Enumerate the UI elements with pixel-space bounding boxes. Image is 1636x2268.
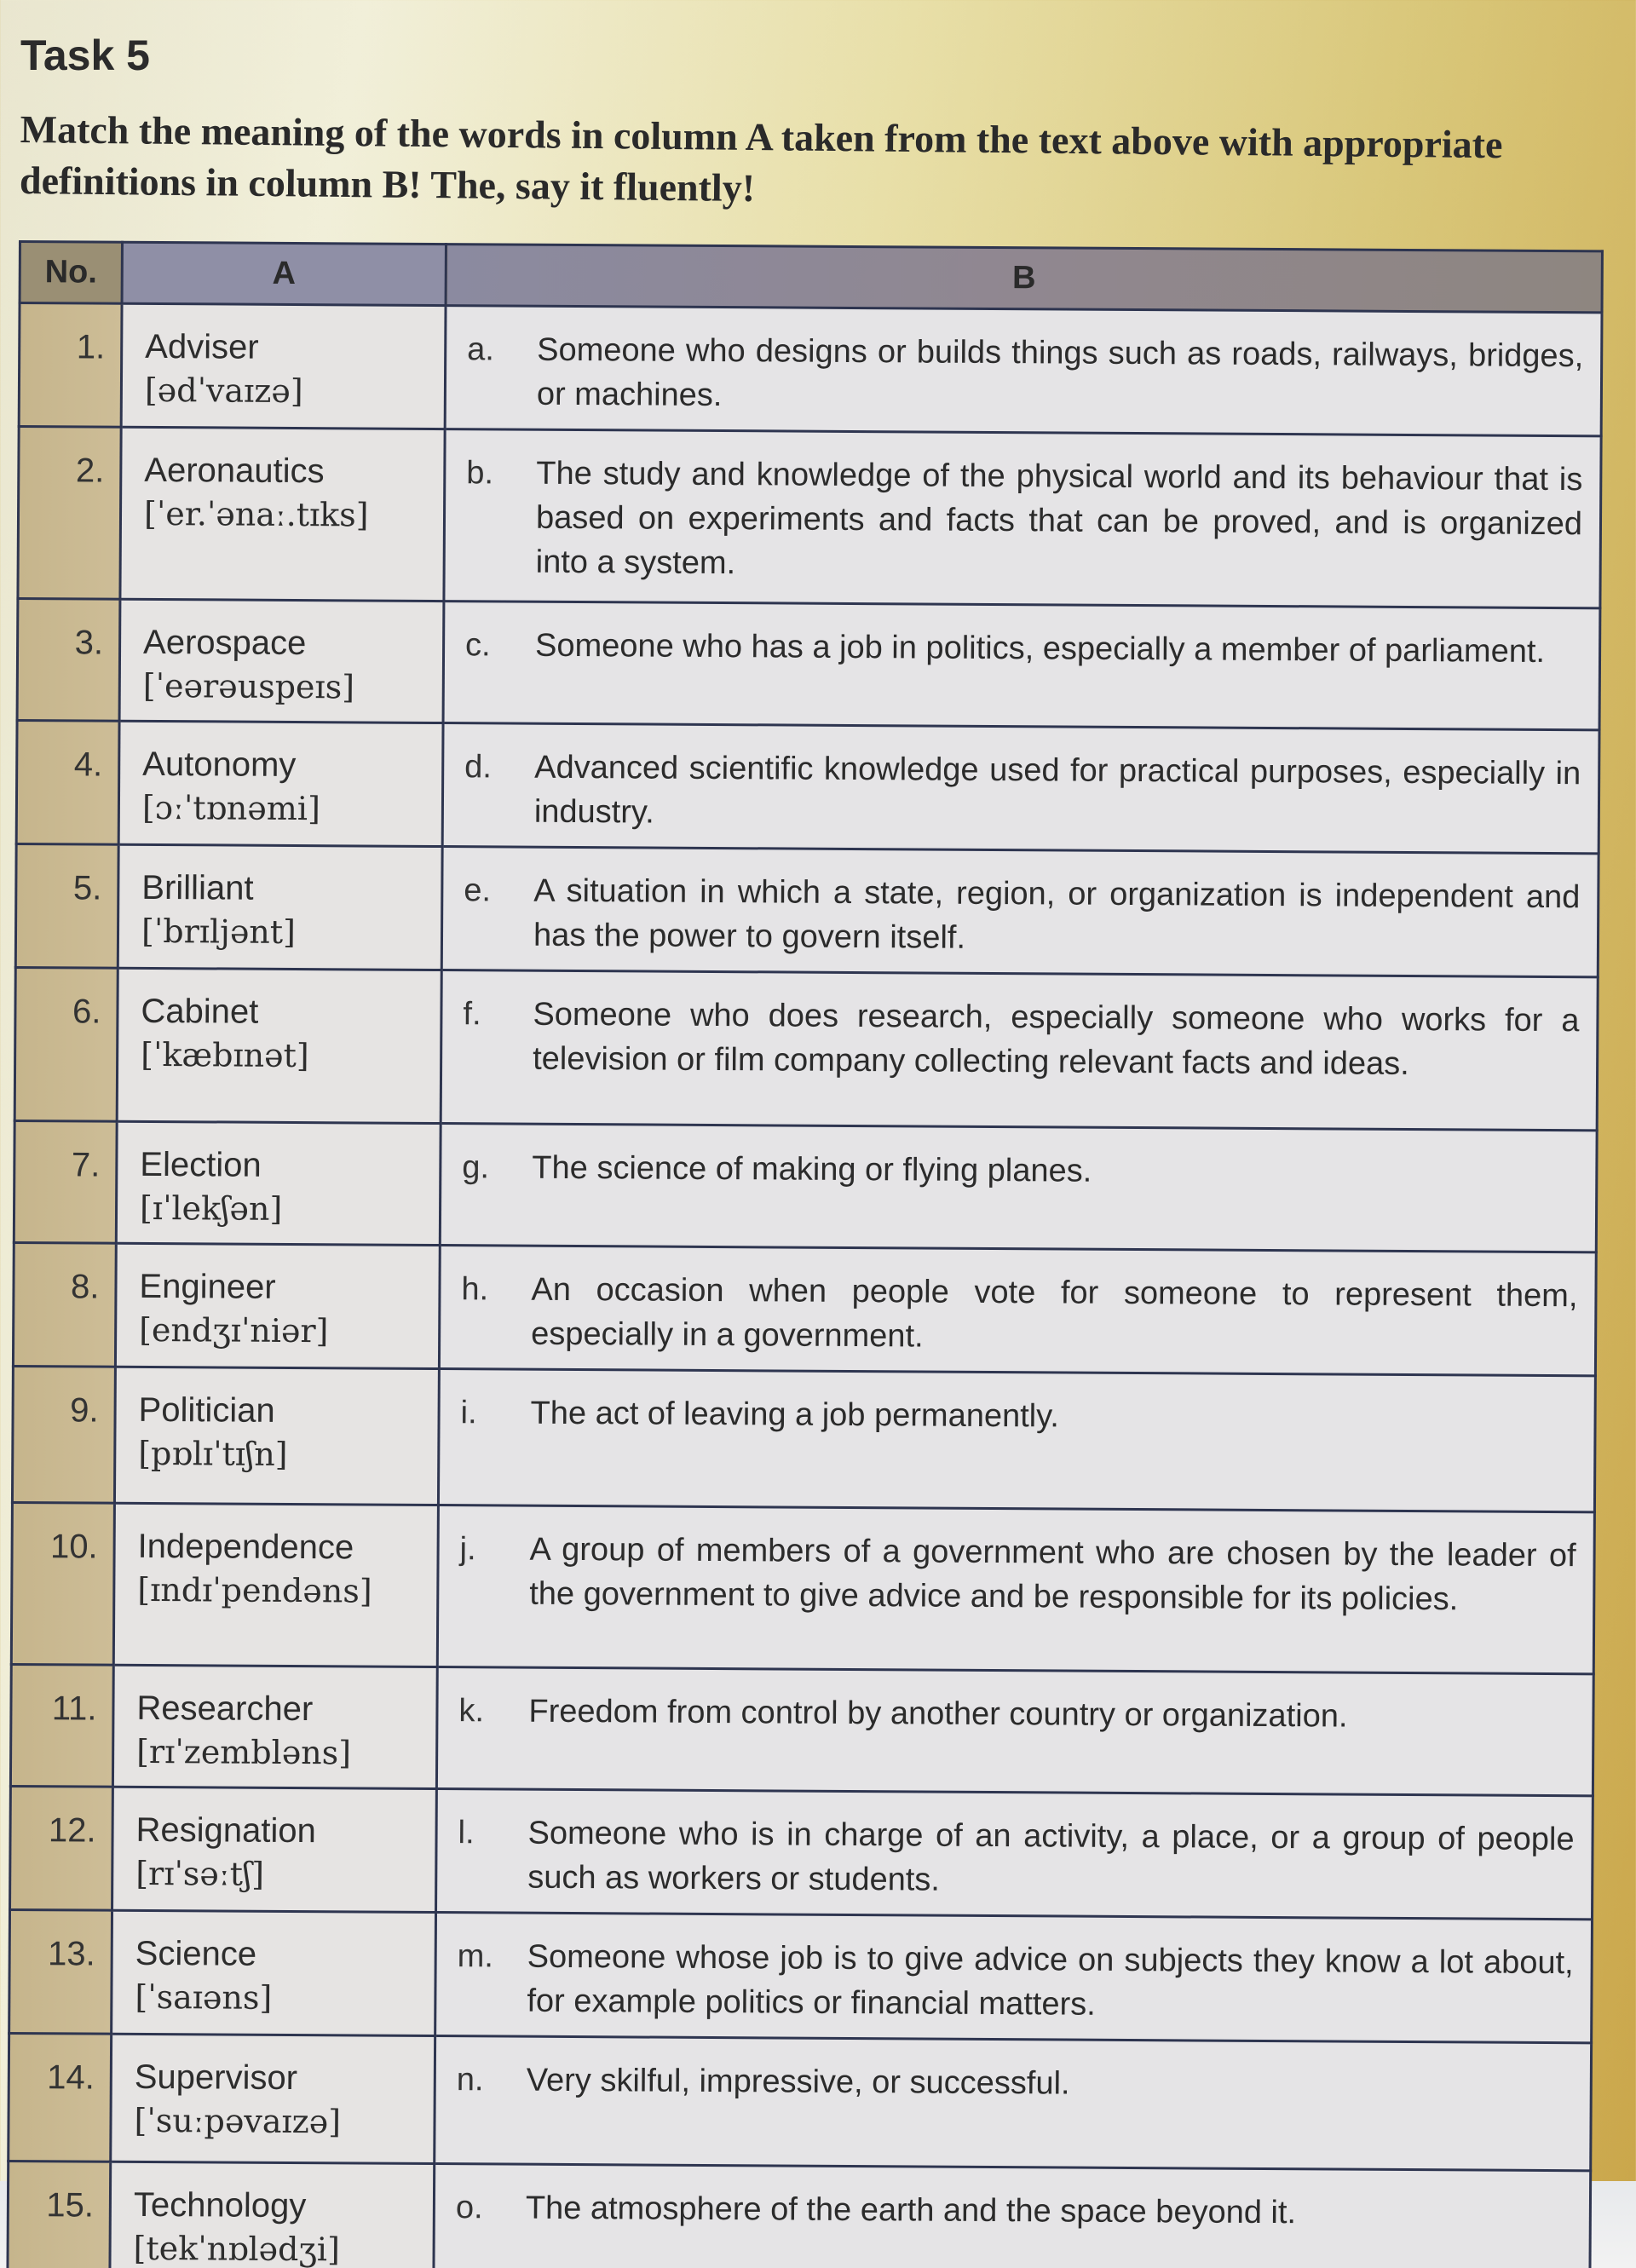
table-row [15, 843, 1599, 976]
phonetic-transcription: [ɔːˈtɒnəmi] [141, 788, 321, 828]
definition-letter: b. [466, 455, 494, 492]
definition-cell [442, 723, 1599, 854]
table-row [13, 1242, 1596, 1375]
table-row [14, 1120, 1597, 1252]
phonetic-transcription: [ˈkæbɪnət] [141, 1035, 309, 1075]
row-number: 14. [9, 2033, 112, 2162]
word-cell [120, 427, 445, 601]
definition-cell [436, 1789, 1593, 1920]
word-cell [117, 968, 441, 1123]
definition-cell [436, 1667, 1593, 1796]
definition-letter: g. [462, 1149, 490, 1186]
definition-text: An occasion when people vote for someone to represent them, especially in a government. [531, 1271, 1578, 1355]
row-number: 1. [19, 303, 122, 428]
table-row [12, 1366, 1595, 1511]
definition-letter: f. [463, 996, 481, 1033]
phonetic-transcription: [ɪˈlekʃən] [139, 1189, 283, 1228]
phonetic-transcription: [ˈer.ˈənaː.tɪks] [143, 494, 369, 534]
table-row [9, 1909, 1593, 2042]
phonetic-transcription: [ˈbrɪljənt] [141, 912, 297, 951]
word-cell [113, 1503, 438, 1666]
phonetic-transcription: [pɒlɪˈtɪʃn] [138, 1434, 288, 1473]
row-number: 9. [12, 1366, 115, 1503]
definition-letter: d. [464, 749, 493, 786]
word-cell [116, 1121, 441, 1245]
phonetic-transcription: [ɪndɪˈpendəns] [137, 1570, 372, 1610]
definition-text: Someone who has a job in politics, especially a member of parliament. [534, 627, 1546, 670]
row-number: 3. [17, 599, 120, 722]
definition-text: Someone whose job is to give advice on subjects they know a lot about, for example politics or financial matters. [527, 1938, 1574, 2023]
definition-cell [445, 306, 1602, 436]
definition-letter: k. [458, 1693, 485, 1730]
phonetic-transcription: [ədˈvaɪzə] [144, 371, 303, 411]
word: Technology [133, 2185, 307, 2225]
definition-text: The atmosphere of the earth and the space beyond it. [525, 2190, 1297, 2231]
definition-cell [438, 1369, 1595, 1512]
word-cell [110, 2162, 435, 2268]
definition-letter: c. [464, 627, 491, 664]
header-column-b: B [446, 245, 1602, 313]
table-row [14, 967, 1598, 1130]
row-number: 5. [15, 843, 118, 968]
word: Independence [137, 1527, 354, 1567]
phonetic-transcription: [rɪˈzembləns] [136, 1732, 352, 1772]
row-number: 12. [10, 1786, 113, 1910]
definition-text: Someone who does research, especially someone who works for a television or film company collecting relevant facts and ideas. [533, 996, 1580, 1082]
definition-text: The act of leaving a job permanently. [530, 1395, 1060, 1435]
table-row [8, 2161, 1591, 2268]
word: Supervisor [134, 2058, 298, 2098]
phonetic-transcription: [tekˈnɒlədʒi] [133, 2229, 340, 2268]
definition-letter: l. [458, 1815, 475, 1851]
definition-letter: h. [461, 1271, 489, 1308]
word: Brilliant [141, 868, 254, 907]
word-cell [118, 844, 442, 970]
definition-letter: a. [467, 331, 495, 368]
word-cell [112, 1910, 436, 2035]
definition-cell [435, 2036, 1592, 2171]
definition-text: The science of making or flying planes. [532, 1149, 1092, 1189]
phonetic-transcription: [ˈsuːpəvaɪzə] [134, 2101, 342, 2141]
definition-cell [440, 1124, 1597, 1252]
table-row [19, 303, 1602, 436]
definition-cell [434, 2164, 1591, 2268]
definition-letter: n. [456, 2062, 484, 2098]
word: Engineer [139, 1267, 276, 1306]
definition-cell [437, 1505, 1594, 1674]
row-number: 8. [13, 1242, 116, 1367]
definition-letter: o. [455, 2190, 483, 2226]
definition-cell [441, 970, 1598, 1131]
word: Aerospace [142, 623, 307, 663]
word-cell [115, 1243, 440, 1368]
word-cell [112, 1665, 437, 1788]
table-row [10, 1786, 1593, 1919]
word-cell [112, 1787, 437, 1912]
word: Election [140, 1145, 262, 1184]
task-title: Task 5 [20, 32, 150, 79]
row-number: 10. [11, 1502, 114, 1665]
word-cell [118, 721, 443, 846]
definition-text: Very skilful, impressive, or successful. [526, 2062, 1070, 2102]
word: Resignation [135, 1810, 316, 1851]
definition-cell [444, 429, 1601, 608]
row-number: 4. [16, 720, 119, 844]
word: Researcher [136, 1689, 314, 1729]
definition-cell [439, 1246, 1596, 1376]
header-column-a: A [122, 242, 446, 305]
table-row [9, 2033, 1592, 2170]
word: Adviser [145, 327, 259, 366]
definition-text: Advanced scientific knowledge used for practical purposes, especially in industry. [533, 749, 1581, 831]
phonetic-transcription: [endʒɪˈniər] [139, 1310, 329, 1350]
definition-cell [435, 1913, 1593, 2043]
definition-text: Someone who is in charge of an activity, a place, or a group of people such as workers or students. [527, 1815, 1575, 1898]
word-cell [114, 1367, 439, 1505]
row-number: 13. [9, 1909, 112, 2034]
row-number: 2. [18, 427, 121, 600]
definition-text: A situation in which a state, region, or organization is independent and has the power to govern itself. [533, 872, 1581, 956]
word: Politician [138, 1390, 275, 1430]
phonetic-transcription: [ˈsaɪəns] [135, 1977, 273, 2017]
table-row [18, 427, 1601, 608]
definition-cell [441, 847, 1599, 977]
word: Aeronautics [144, 451, 325, 491]
word-cell [111, 2034, 435, 2163]
matching-table [6, 240, 1604, 2268]
definition-letter: e. [464, 872, 492, 909]
table-row [16, 720, 1599, 853]
row-number: 11. [10, 1664, 113, 1787]
definition-text: A group of members of a government who are chosen by the leader of the government to give advice and be responsible for its policies. [529, 1531, 1576, 1618]
word: Cabinet [141, 992, 259, 1031]
definition-letter: i. [460, 1395, 477, 1431]
definition-text: Freedom from control by another country or organization. [528, 1693, 1348, 1735]
task-instruction: Match the meaning of the words in column A taken from the text above with appropriate definitions in column B! The, say it fluently! [19, 106, 1503, 210]
word-cell [119, 599, 444, 722]
word: Autonomy [142, 745, 297, 784]
table-row [10, 1664, 1593, 1795]
definition-text: The study and knowledge of the physical world and its behaviour that is based on experiments and facts that can be proved, and is organized into a system. [535, 455, 1583, 582]
row-number: 7. [14, 1120, 117, 1243]
definition-letter: m. [457, 1938, 494, 1975]
header-no: No. [20, 242, 122, 304]
table-header-row [20, 242, 1602, 313]
row-number: 15. [8, 2161, 111, 2268]
definition-letter: j. [459, 1531, 476, 1568]
word: Science [135, 1934, 257, 1973]
phonetic-transcription: [rɪˈsəːtʃ] [135, 1854, 265, 1893]
table-row [17, 599, 1600, 730]
phonetic-transcription: [ˈeərəuspeɪs] [142, 666, 355, 706]
definition-cell [443, 602, 1600, 730]
definition-text: Someone who designs or builds things such as roads, railways, bridges, or machines. [536, 331, 1584, 414]
row-number: 6. [14, 967, 118, 1121]
word-cell [121, 303, 446, 429]
table-row [11, 1502, 1594, 1673]
